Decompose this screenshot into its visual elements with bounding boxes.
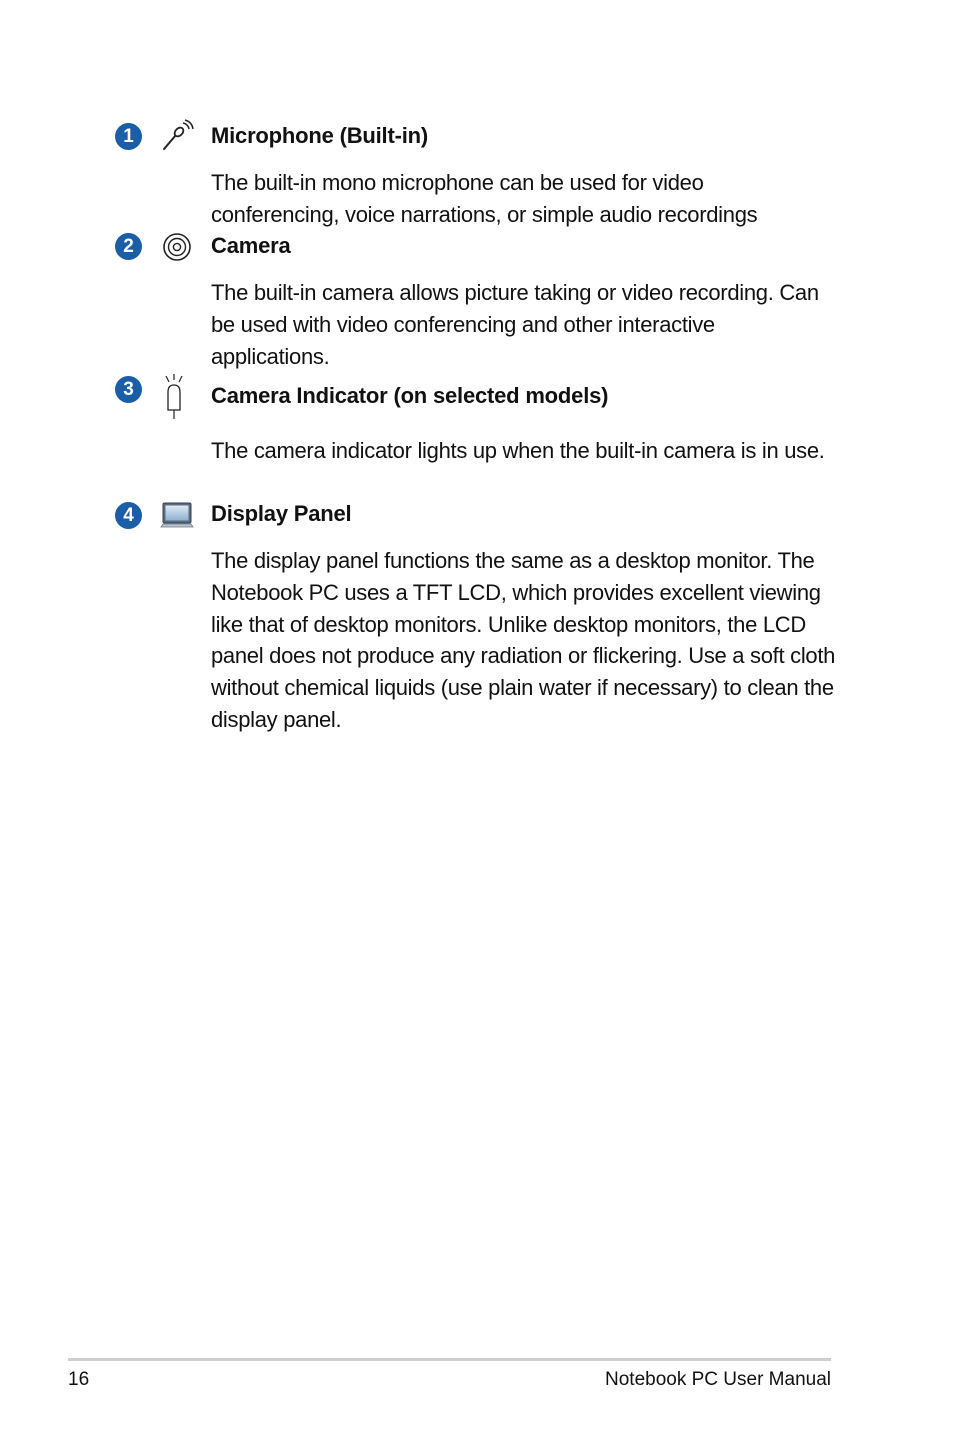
camera-icon — [160, 230, 194, 264]
feature-description: The camera indicator lights up when the built-in camera is in use. — [211, 438, 825, 463]
feature-title: Microphone (Built-in) — [211, 123, 428, 148]
feature-title: Camera — [211, 233, 291, 258]
number-badge: 2 — [115, 233, 142, 260]
display-panel-icon — [160, 500, 194, 534]
microphone-icon — [160, 119, 194, 153]
feature-description: The display panel functions the same as a desktop monitor. The Notebook PC uses a TFT LCD, which provides excellent viewing like that of desktop monitors. Unlike desktop monitors, the LCD panel does not produce any radiation or flickering. Use a soft cloth without chemical liquids (use plain water if necessary) to clean the display panel. — [211, 548, 836, 732]
feature-description: The built-in mono microphone can be used for video conferencing, voice narrations, or simple audio recordings — [211, 170, 758, 227]
page-number: 16 — [68, 1369, 90, 1390]
feature-description: The built-in camera allows picture taking or video recording. Can be used with video conferencing and other interactive applications. — [211, 280, 819, 369]
number-badge: 3 — [115, 376, 142, 403]
number-badge: 4 — [115, 502, 142, 529]
number-badge: 1 — [115, 123, 142, 150]
indicator-light-icon — [160, 374, 194, 420]
feature-title: Display Panel — [211, 501, 352, 526]
feature-title: Camera Indicator (on selected models) — [211, 383, 609, 408]
footer-divider — [68, 1358, 831, 1361]
manual-title: Notebook PC User Manual — [605, 1369, 831, 1390]
